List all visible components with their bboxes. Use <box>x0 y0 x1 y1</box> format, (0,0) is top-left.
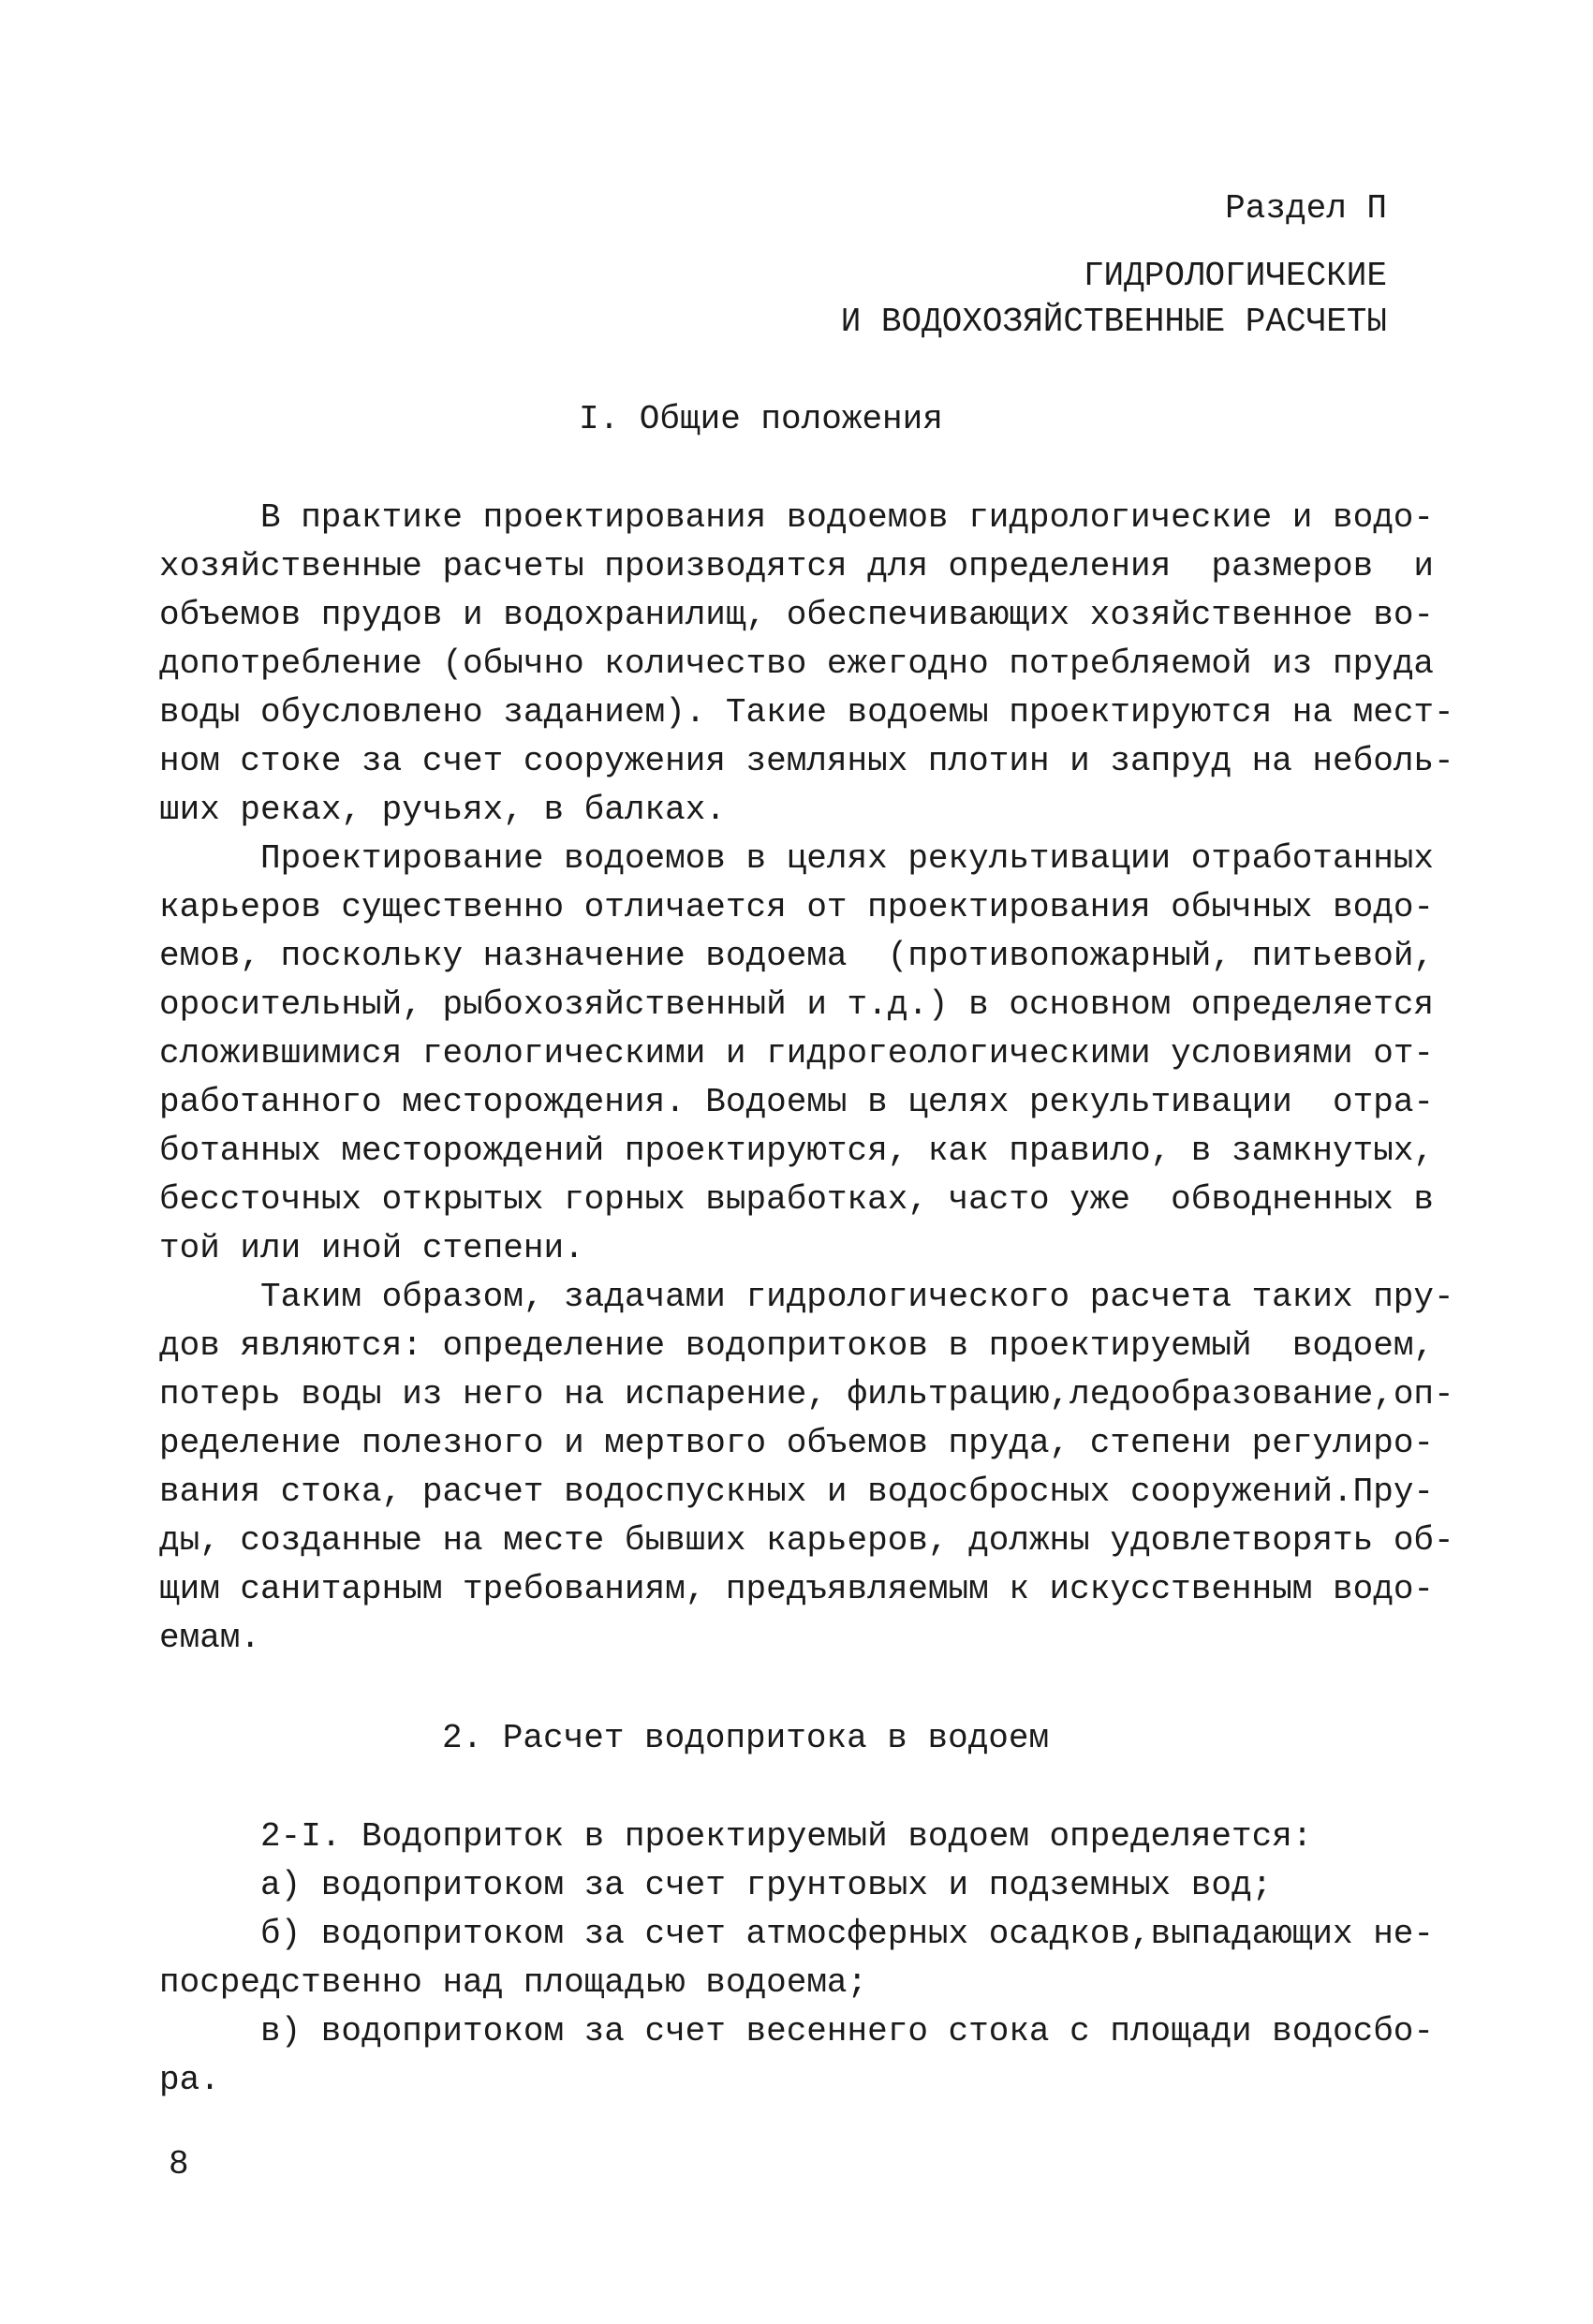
text-line: ном стоке за счет сооружения земляных плотин и запруд на неболь- <box>159 742 1454 780</box>
text-line: ределение полезного и мертвого объемов пруда, степени регулиро- <box>159 1424 1435 1462</box>
text-line: ра. <box>159 2061 220 2099</box>
text-line: дов являются: определение водопритоков в проектируемый водоем, <box>159 1326 1435 1365</box>
text-line: б) водопритоком за счет атмосферных осадков,выпадающих не- <box>260 1915 1435 1953</box>
text-line: той или иной степени. <box>159 1229 584 1267</box>
text-line: работанного месторождения. Водоемы в целях рекультивации отра- <box>159 1083 1435 1121</box>
text-line: Проектирование водоемов в целях рекультивации отработанных <box>260 839 1435 878</box>
text-line: ших реках, ручьях, в балках. <box>159 791 726 829</box>
heading-general-provisions: I. Общие положения <box>579 400 943 438</box>
text-line: Таким образом, задачами гидрологического расчета таких пру- <box>260 1278 1454 1316</box>
text-line: потерь воды из него на испарение, фильтрацию,ледообразование,оп- <box>159 1375 1454 1414</box>
text-line: 2-I. Водоприток в проектируемый водоем определяется: <box>260 1817 1313 1856</box>
text-line: ды, созданные на месте бывших карьеров, должны удовлетворять об- <box>159 1521 1454 1560</box>
text-line: емам. <box>159 1619 261 1657</box>
page-number: 8 <box>169 2145 189 2183</box>
text-line: посредственно над площадью водоема; <box>159 1963 868 2002</box>
text-line: сложившимися геологическими и гидрогеологическими условиями от- <box>159 1034 1435 1073</box>
text-line: хозяйственные расчеты производятся для определения размеров и <box>159 547 1435 585</box>
text-line: бессточных открытых горных выработках, часто уже обводненных в <box>159 1180 1435 1219</box>
text-line: емов, поскольку назначение водоема (противопожарный, питьевой, <box>159 937 1435 975</box>
heading-inflow-calculation: 2. Расчет водопритока в водоем <box>442 1719 1050 1757</box>
text-line: вания стока, расчет водоспускных и водосбросных сооружений.Пру- <box>159 1473 1435 1511</box>
section-label: Раздел П <box>1225 189 1387 228</box>
section-title-line2: И ВОДОХОЗЯЙСТВЕННЫЕ РАСЧЕТЫ <box>840 303 1387 341</box>
text-line: В практике проектирования водоемов гидрологические и водо- <box>260 498 1435 537</box>
text-line: в) водопритоком за счет весеннего стока с площади водосбо- <box>260 2012 1435 2050</box>
section-title-line1: ГИДРОЛОГИЧЕСКИЕ <box>1083 257 1387 295</box>
text-line: ботанных месторождений проектируются, как правило, в замкнутых, <box>159 1132 1435 1170</box>
text-line: оросительный, рыбохозяйственный и т.д.) в основном определяется <box>159 985 1435 1024</box>
text-line: объемов прудов и водохранилищ, обеспечивающих хозяйственное во- <box>159 596 1435 634</box>
text-line: воды обусловлено заданием). Такие водоемы проектируются на мест- <box>159 693 1454 732</box>
text-line: щим санитарным требованиям, предъявляемым к искусственным водо- <box>159 1570 1435 1608</box>
text-line: карьеров существенно отличается от проектирования обычных водо- <box>159 888 1435 926</box>
text-line: а) водопритоком за счет грунтовых и подземных вод; <box>260 1866 1273 1904</box>
text-line: допотребление (обычно количество ежегодно потребляемой из пруда <box>159 644 1435 683</box>
